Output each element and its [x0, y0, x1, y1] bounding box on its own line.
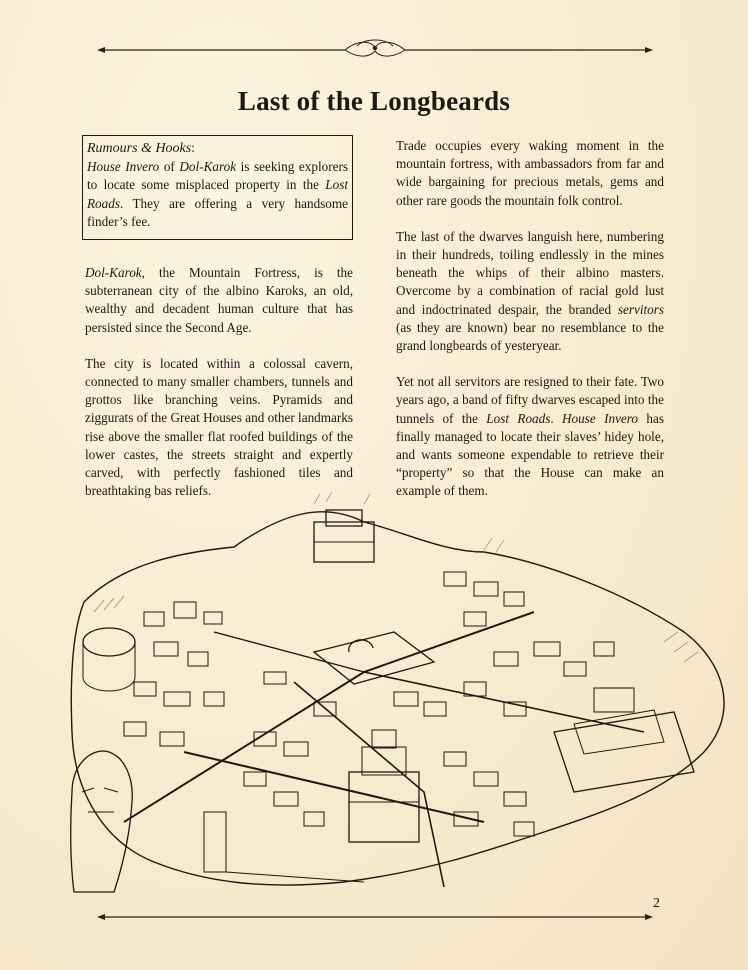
right-p2-servitors: servitors — [617, 301, 664, 317]
right-p2-text-a: The last of the dwarves languish here, numbering in their hundreds, toiling endlessly in the mines beneath the whips of their albino masters. Overcome by a combination of racial gold lust and indoctrinated despair, the branded — [396, 228, 664, 317]
right-p3-text-e: has finally managed to locate their slaves’ hidey hole, and wants someone expendable to retrieve their “property” so that the House can make an example of them. — [396, 410, 664, 499]
right-column — [396, 137, 664, 519]
hooks-text-city: Dol-Karok — [179, 159, 237, 175]
hooks-text-part6: . They are offering a very handsome finder’s fee. — [87, 195, 348, 229]
top-divider — [95, 36, 655, 60]
hooks-heading-suffix: : — [191, 140, 195, 155]
page-title: Last of the Longbeards — [237, 86, 511, 116]
hooks-text — [87, 158, 348, 231]
right-p2-text-c: (as they are known) bear no resemblance to the grand longbeards of yesteryear. — [396, 319, 664, 354]
city-illustration-icon — [64, 492, 744, 896]
hooks-text-part4: is seeking explorers to locate some misplaced property in the — [87, 159, 348, 193]
right-p3-house-invero: House Invero — [562, 410, 639, 426]
rumours-hooks-box — [82, 135, 353, 240]
right-paragraph-2 — [396, 228, 664, 355]
right-paragraph-3 — [396, 373, 664, 500]
left-p1-city-name: Dol-Karok — [85, 265, 142, 280]
hooks-text-part2: of — [159, 159, 180, 175]
right-p3-text-a: Yet not all servitors are resigned to their fate. Two years ago, a band of fifty dwarves escaped into the tunnels of the — [396, 374, 664, 426]
left-paragraph-1 — [85, 264, 353, 337]
hooks-heading: Rumours & Hooks — [87, 141, 192, 156]
left-paragraph-2: The city is located within a colossal cavern, connected to many smaller chambers, tunnels and grottos like branching veins. Pyramids and ziggurats of the Great Houses and other landmarks rise above the smaller flat roofed buildings of the lower castes, the streets straight and expertly carved, with perfectly fashioned tiles and breathtaking bas reliefs. — [85, 355, 353, 499]
right-paragraph-1: Trade occupies every waking moment in the mountain fortress, with ambassadors from far and wide bargaining for precious metals, gems and other rare goods the mountain folk control. — [396, 138, 664, 208]
right-p3-text-c: . — [550, 410, 563, 426]
left-column — [85, 264, 353, 518]
right-p3-lost-roads: Lost Roads — [486, 410, 551, 426]
bottom-divider — [95, 905, 655, 929]
hooks-text-house: House Invero — [87, 159, 160, 175]
hooks-heading-line — [87, 139, 348, 158]
hooks-text-lost-roads: Lost Roads — [87, 177, 348, 211]
left-p1-text: , the Mountain Fortress, is the subterranean city of the albino Karoks, an old, wealthy and decadent human culture that has persisted since the Second Age. — [85, 265, 353, 335]
page-number: 2 — [653, 896, 660, 911]
